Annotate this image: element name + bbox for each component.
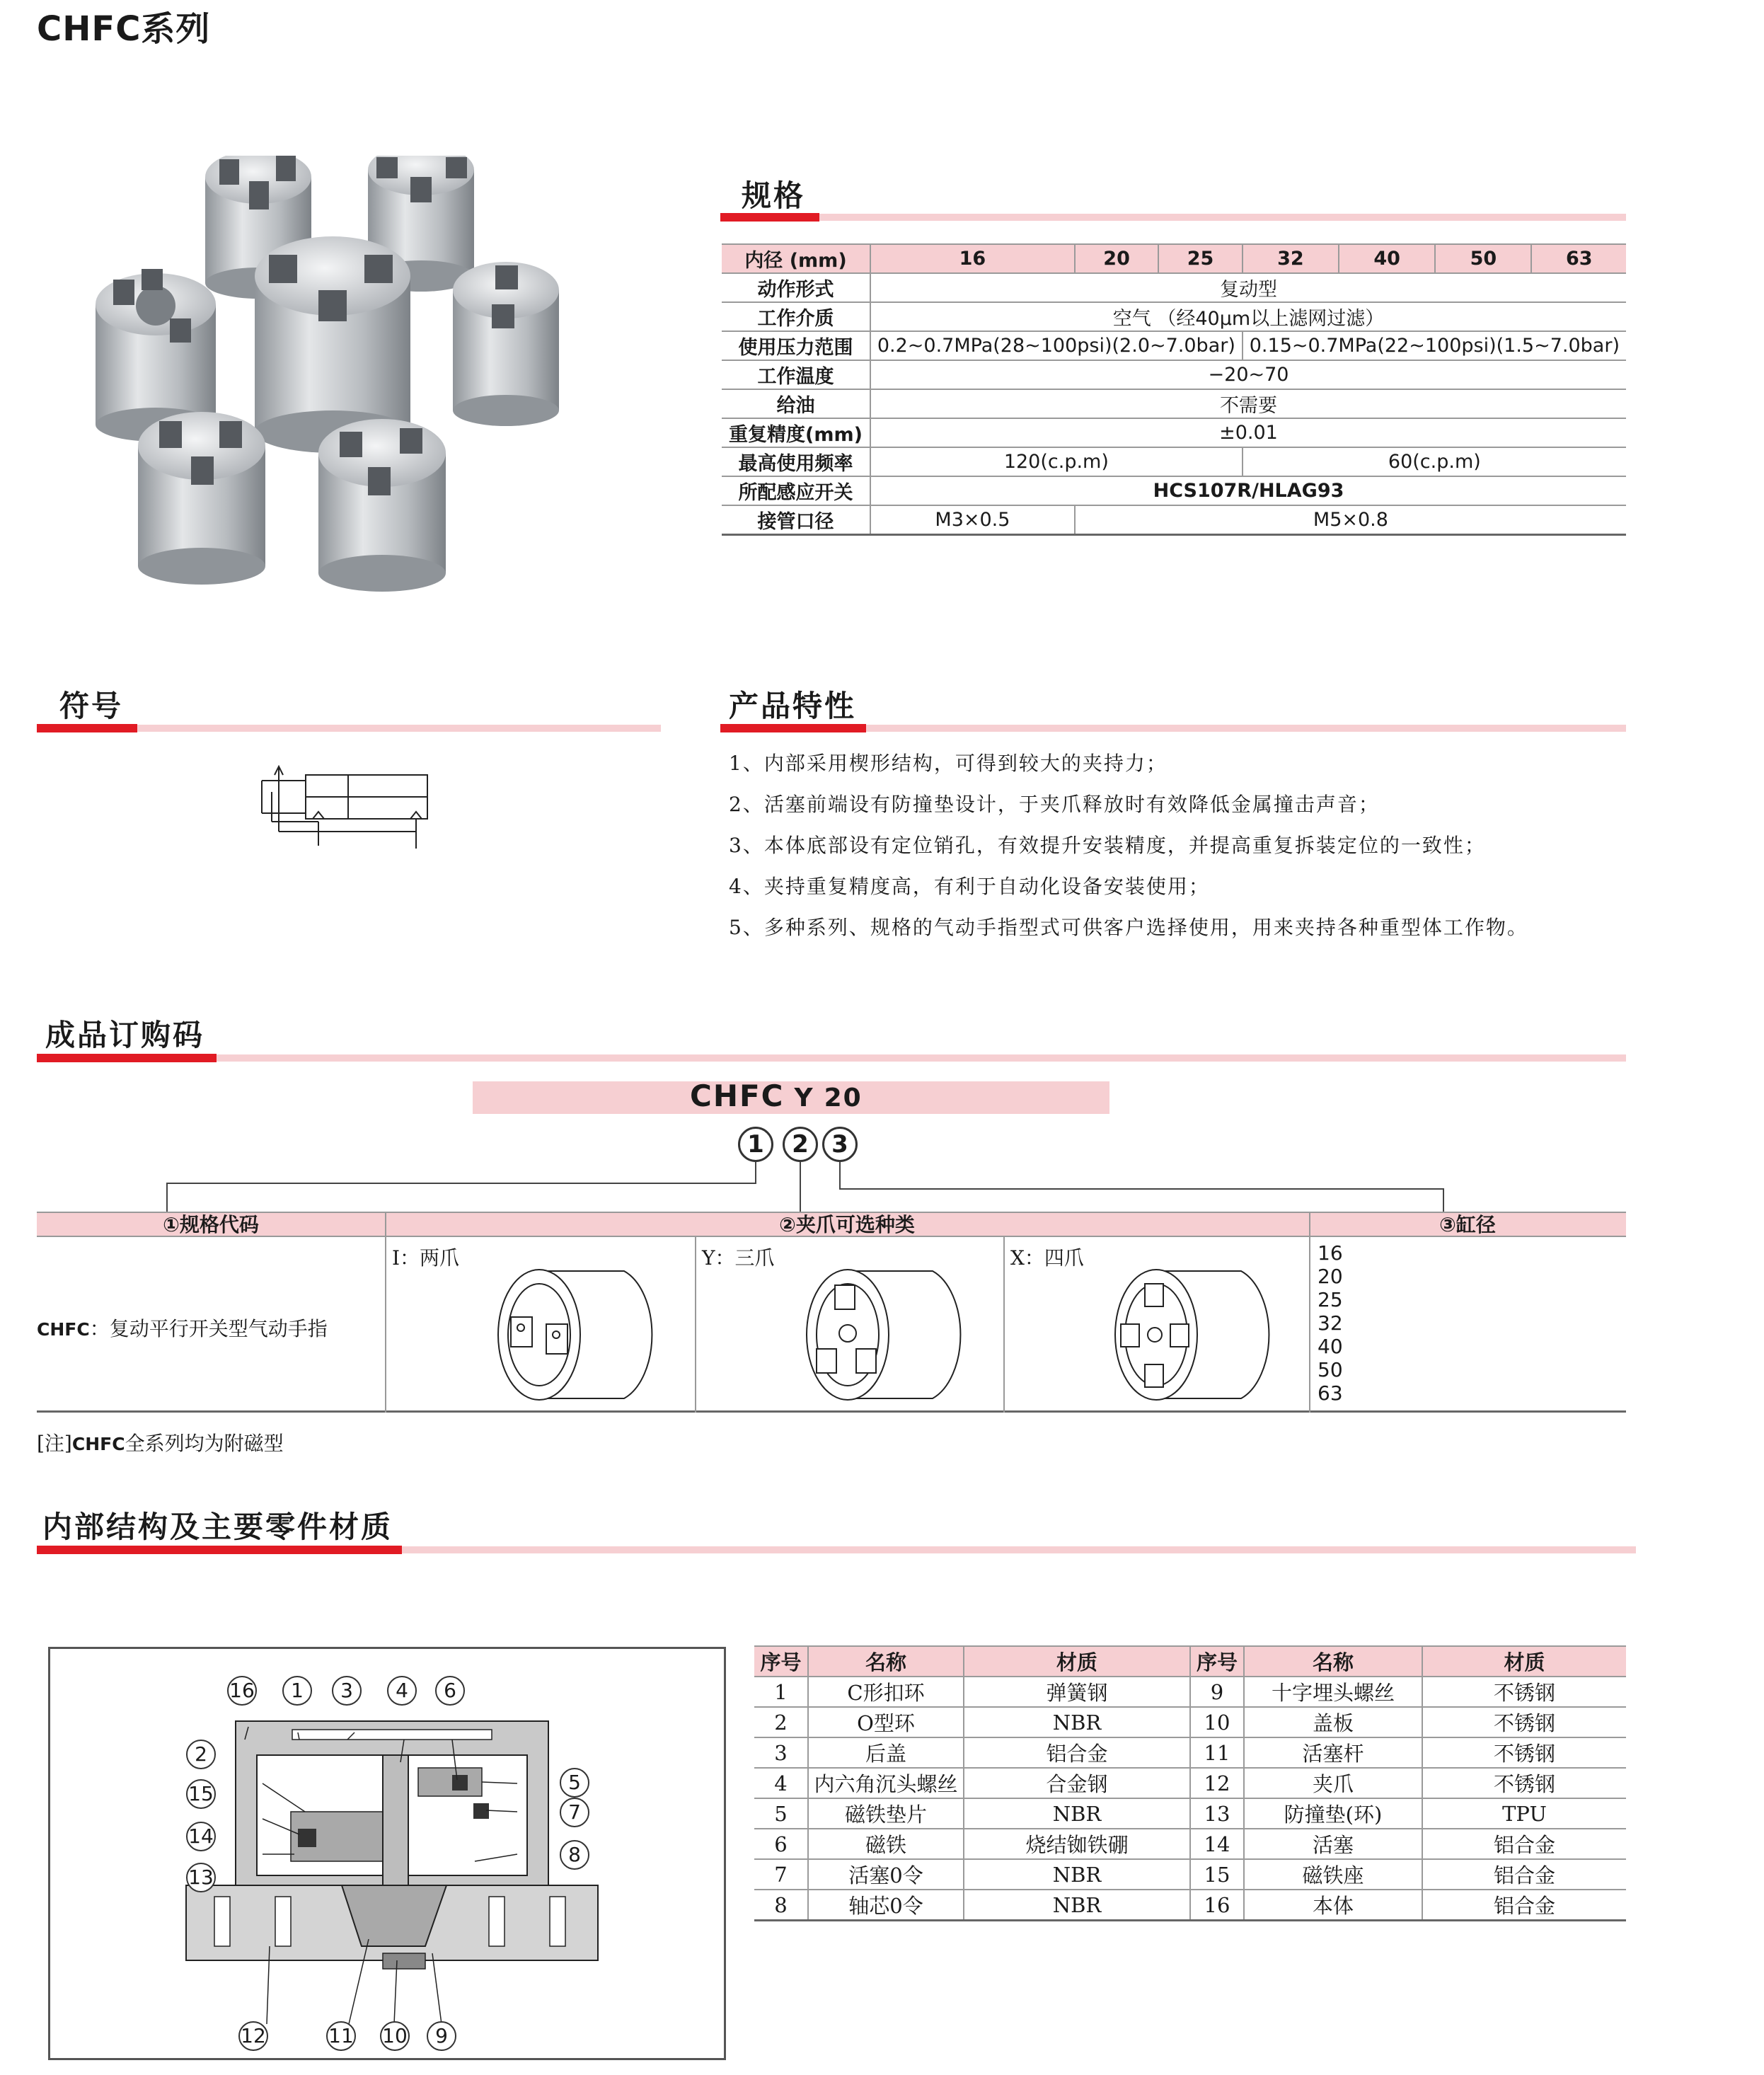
product-photo — [85, 156, 580, 609]
table-cell: C形扣环 — [808, 1677, 964, 1707]
part-callout: 14 — [186, 1822, 216, 1851]
part-callout: 1 — [282, 1676, 312, 1706]
table-cell: 弹簧钢 — [964, 1677, 1190, 1707]
materials-header: 名称 — [808, 1646, 964, 1677]
table-cell: 铝合金 — [1422, 1890, 1626, 1921]
spec-row-temperature — [722, 360, 1626, 389]
features-section-title: 产品特性 — [729, 689, 857, 723]
table-cell: 磁铁垫片 — [808, 1798, 964, 1829]
spec-header-label: 内径 (mm) — [722, 244, 870, 273]
materials-row — [754, 1737, 1626, 1768]
table-cell: 13 — [1190, 1798, 1244, 1829]
feature-item: 5、多种系列、规格的气动手指型式可供客户选择使用，用来夹持各种重型体工作物。 — [729, 916, 1528, 939]
spec-section-accent — [720, 213, 819, 222]
bore-32: 32 — [1243, 244, 1339, 273]
spec-row-repeatability — [722, 418, 1626, 447]
four-jaw-gripper-drawing — [1078, 1250, 1291, 1410]
table-cell: 十字埋头螺丝 — [1244, 1677, 1422, 1707]
table-cell: 14 — [1190, 1829, 1244, 1859]
order-divider — [695, 1237, 696, 1413]
table-cell: 后盖 — [808, 1737, 964, 1768]
order-header-jaw: ②夹爪可选种类 — [779, 1213, 915, 1236]
bore-size: 63 — [1318, 1381, 1343, 1405]
spec-row-pressure — [722, 331, 1626, 360]
part-callout: 5 — [560, 1768, 589, 1798]
three-jaw-gripper-drawing — [770, 1250, 982, 1410]
spec-row-port — [722, 505, 1626, 535]
model-desc-text: ：复动平行开关型气动手指 — [89, 1317, 328, 1340]
spec-cell: 60(c.p.m) — [1243, 447, 1626, 476]
table-cell: 不锈钢 — [1422, 1768, 1626, 1798]
part-callout: 8 — [560, 1840, 589, 1870]
spec-row-label: 最高使用频率 — [722, 447, 870, 476]
bore-25: 25 — [1158, 244, 1242, 273]
materials-row — [754, 1677, 1626, 1707]
order-body — [37, 1237, 1626, 1413]
part-callout: 6 — [435, 1676, 465, 1706]
order-header-model: ①规格代码 — [163, 1213, 259, 1236]
two-jaw-gripper-drawing — [461, 1250, 674, 1410]
feature-item: 2、活塞前端设有防撞垫设计，于夹爪释放时有效降低金属撞击声音； — [729, 793, 1380, 816]
table-cell: 2 — [754, 1707, 808, 1737]
order-section-title: 成品订购码 — [45, 1018, 205, 1052]
table-cell: 磁铁座 — [1244, 1859, 1422, 1890]
table-cell: 活塞杆 — [1244, 1737, 1422, 1768]
spec-row-medium — [722, 302, 1626, 331]
symbol-section-title: 符号 — [59, 689, 124, 723]
part-callout: 16 — [227, 1676, 257, 1706]
order-divider — [1309, 1212, 1310, 1413]
spec-cell: M5×0.8 — [1075, 505, 1626, 535]
order-marker-3: 3 — [822, 1127, 858, 1162]
spec-row-frequency — [722, 447, 1626, 476]
spec-cell: 0.2~0.7MPa(28~100psi)(2.0~7.0bar) — [870, 331, 1243, 360]
order-header — [37, 1212, 1626, 1237]
spec-row-label: 动作形式 — [722, 273, 870, 302]
feature-item: 3、本体底部设有定位销孔，有效提升安装精度，并提高重复拆装定位的一致性； — [729, 834, 1486, 857]
spec-row-label: 工作介质 — [722, 302, 870, 331]
table-cell: 铝合金 — [1422, 1829, 1626, 1859]
order-divider — [1003, 1237, 1005, 1413]
spec-header-row — [722, 244, 1626, 273]
gripper-photo-7 — [318, 419, 446, 592]
table-cell: 4 — [754, 1768, 808, 1798]
table-cell: 轴芯0令 — [808, 1890, 964, 1921]
order-note-prefix: [注] — [37, 1432, 72, 1455]
materials-row — [754, 1890, 1626, 1921]
spec-row-label: 接管口径 — [722, 505, 870, 535]
order-marker-1: 1 — [738, 1127, 773, 1162]
table-cell: 磁铁 — [808, 1829, 964, 1859]
bore-40: 40 — [1339, 244, 1435, 273]
part-callout: 10 — [380, 2021, 410, 2051]
part-callout: 12 — [238, 2021, 268, 2051]
table-cell: 不锈钢 — [1422, 1737, 1626, 1768]
order-header-bore: ③缸径 — [1439, 1213, 1496, 1236]
structure-section-accent — [37, 1546, 402, 1554]
spec-cell: 0.15~0.7MPa(22~100psi)(1.5~7.0bar) — [1243, 331, 1626, 360]
table-cell: 盖板 — [1244, 1707, 1422, 1737]
bore-size: 32 — [1318, 1311, 1343, 1335]
symbol-section-accent — [37, 724, 137, 732]
materials-row — [754, 1768, 1626, 1798]
table-cell: 15 — [1190, 1859, 1244, 1890]
bore-size: 40 — [1318, 1335, 1343, 1358]
table-cell: 1 — [754, 1677, 808, 1707]
table-cell: TPU — [1422, 1798, 1626, 1829]
feature-item: 4、夹持重复精度高，有利于自动化设备安装使用； — [729, 875, 1210, 898]
spec-row-action — [722, 273, 1626, 302]
table-cell: NBR — [964, 1890, 1190, 1921]
order-note-code: CHFC — [71, 1434, 125, 1454]
bore-size-list — [1318, 1241, 1343, 1405]
gripper-photo-5 — [453, 262, 559, 426]
table-cell: 3 — [754, 1737, 808, 1768]
spec-cell: 复动型 — [870, 273, 1626, 302]
order-code-jaw: Y — [794, 1084, 814, 1113]
spec-row-label: 所配感应开关 — [722, 476, 870, 505]
materials-row — [754, 1798, 1626, 1829]
cross-section-diagram — [48, 1647, 726, 2060]
table-cell: O型环 — [808, 1707, 964, 1737]
features-section-accent — [720, 724, 866, 732]
bore-50: 50 — [1435, 244, 1531, 273]
table-cell: NBR — [964, 1859, 1190, 1890]
table-cell: 16 — [1190, 1890, 1244, 1921]
part-callout: 13 — [186, 1863, 216, 1892]
part-callout: 3 — [332, 1676, 362, 1706]
materials-header: 序号 — [1190, 1646, 1244, 1677]
spec-row-label: 工作温度 — [722, 360, 870, 389]
spec-row-label: 重复精度(mm) — [722, 418, 870, 447]
order-divider — [385, 1212, 386, 1413]
table-cell: NBR — [964, 1798, 1190, 1829]
spec-row-lubrication — [722, 389, 1626, 418]
order-note-text: 全系列均为附磁型 — [125, 1432, 284, 1455]
bore-20: 20 — [1075, 244, 1158, 273]
spec-section-title: 规格 — [742, 178, 806, 213]
table-cell: 铝合金 — [1422, 1859, 1626, 1890]
table-cell: 合金钢 — [964, 1768, 1190, 1798]
materials-header: 材质 — [1422, 1646, 1626, 1677]
table-cell: 防撞垫(环) — [1244, 1798, 1422, 1829]
spec-row-label: 给油 — [722, 389, 870, 418]
table-cell: 活塞0令 — [808, 1859, 964, 1890]
structure-section-title: 内部结构及主要零件材质 — [42, 1510, 393, 1544]
bore-size: 16 — [1318, 1241, 1343, 1265]
spec-section-rule — [720, 214, 1626, 221]
part-callout: 9 — [427, 2021, 456, 2051]
jaw-type-three: Y：三爪 — [702, 1246, 775, 1270]
spec-table — [722, 243, 1626, 536]
table-cell: 夹爪 — [1244, 1768, 1422, 1798]
features-list — [729, 743, 1627, 948]
bore-size: 50 — [1318, 1358, 1343, 1381]
bore-63: 63 — [1531, 244, 1626, 273]
spec-row-switch — [722, 476, 1626, 505]
table-cell: 活塞 — [1244, 1829, 1422, 1859]
model-code: CHFC — [37, 1319, 90, 1340]
spec-cell: M3×0.5 — [870, 505, 1075, 535]
gripper-photo-6 — [138, 412, 265, 585]
jaw-type-four: X：四爪 — [1010, 1246, 1084, 1270]
table-cell: 11 — [1190, 1737, 1244, 1768]
table-cell: 10 — [1190, 1707, 1244, 1737]
table-cell: 铝合金 — [964, 1737, 1190, 1768]
bore-16: 16 — [870, 244, 1075, 273]
materials-header: 材质 — [964, 1646, 1190, 1677]
spec-cell: HCS107R/HLAG93 — [870, 476, 1626, 505]
spec-cell: ±0.01 — [870, 418, 1626, 447]
part-callout: 11 — [326, 2021, 356, 2051]
table-cell: NBR — [964, 1707, 1190, 1737]
spec-cell: 120(c.p.m) — [870, 447, 1243, 476]
pneumatic-symbol — [241, 761, 446, 853]
table-cell: 内六角沉头螺丝 — [808, 1768, 964, 1798]
part-callout: 2 — [186, 1740, 216, 1769]
table-cell: 本体 — [1244, 1890, 1422, 1921]
table-cell: 5 — [754, 1798, 808, 1829]
feature-item: 1、内部采用楔形结构，可得到较大的夹持力； — [729, 752, 1168, 775]
order-marker-2: 2 — [783, 1127, 818, 1162]
part-callout: 7 — [560, 1798, 589, 1827]
table-cell: 6 — [754, 1829, 808, 1859]
spec-row-label: 使用压力范围 — [722, 331, 870, 360]
spec-cell: 空气 （经40μm以上滤网过滤） — [870, 302, 1626, 331]
table-cell: 不锈钢 — [1422, 1707, 1626, 1737]
part-callout: 4 — [387, 1676, 417, 1706]
materials-header-row — [754, 1646, 1626, 1677]
bore-size: 20 — [1318, 1265, 1343, 1288]
table-cell: 不锈钢 — [1422, 1677, 1626, 1707]
bore-size: 25 — [1318, 1288, 1343, 1311]
table-cell: 7 — [754, 1859, 808, 1890]
order-code-bore: 20 — [824, 1084, 863, 1113]
table-cell: 8 — [754, 1890, 808, 1921]
materials-header: 名称 — [1244, 1646, 1422, 1677]
order-code-series: CHFC — [690, 1079, 785, 1113]
table-cell: 12 — [1190, 1768, 1244, 1798]
materials-row — [754, 1859, 1626, 1890]
materials-row — [754, 1829, 1626, 1859]
page-title: CHFC系列 — [37, 9, 211, 49]
model-description — [37, 1314, 328, 1342]
spec-cell: 不需要 — [870, 389, 1626, 418]
order-note — [37, 1428, 284, 1456]
materials-row — [754, 1707, 1626, 1737]
cross-section-drawing — [50, 1649, 724, 2058]
table-cell: 烧结铷铁硼 — [964, 1829, 1190, 1859]
order-code — [690, 1079, 872, 1113]
part-callout: 15 — [186, 1779, 216, 1809]
table-cell: 9 — [1190, 1677, 1244, 1707]
spec-cell: −20~70 — [870, 360, 1626, 389]
materials-table — [754, 1645, 1626, 1921]
order-section-accent — [37, 1054, 217, 1062]
materials-header: 序号 — [754, 1646, 808, 1677]
order-section-rule — [37, 1054, 1626, 1062]
jaw-type-two: I：两爪 — [392, 1246, 460, 1270]
